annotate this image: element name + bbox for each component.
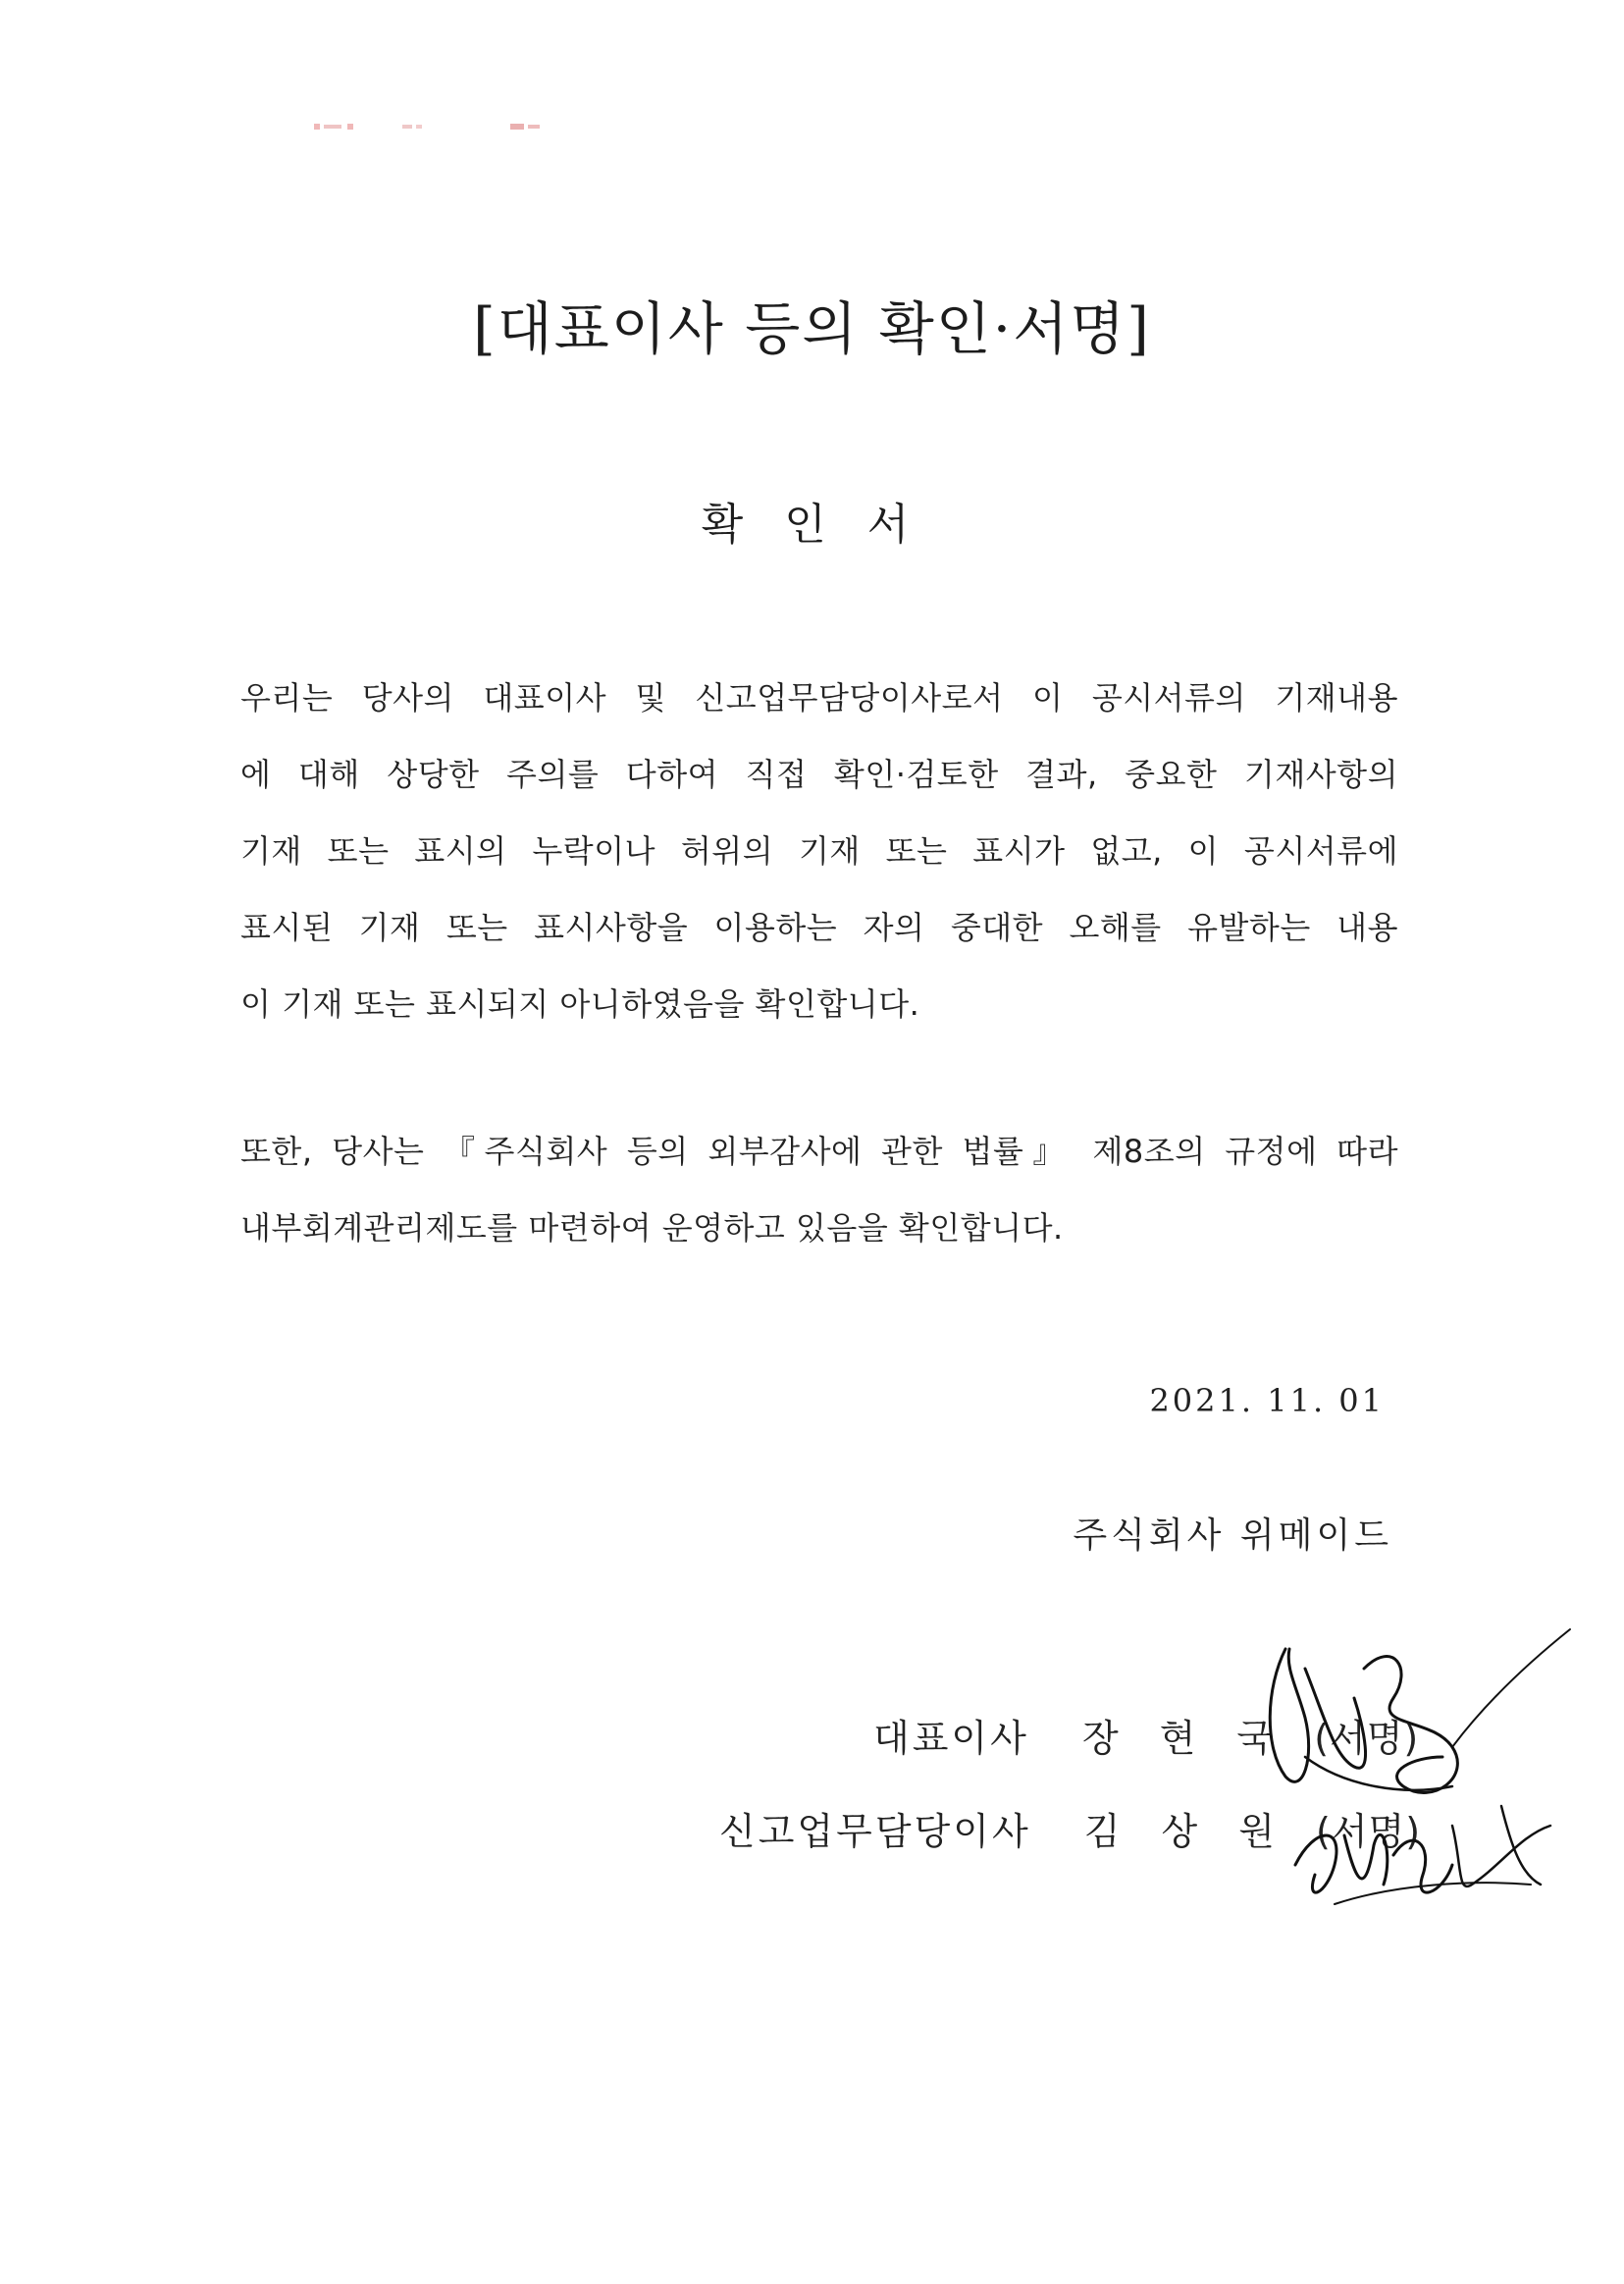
document-subtitle: 확 인 서: [701, 500, 923, 550]
signer-name: 김 상 원: [1083, 1810, 1275, 1853]
signature-label: (서명): [1314, 1717, 1420, 1760]
paragraph-line: 또한, 당사는 『주식회사 등의 외부감사에 관한 법률』 제8조의 규정에 따라: [240, 1133, 1398, 1170]
document-date: 2021. 11. 01: [1149, 1382, 1385, 1419]
paragraph-line: 에 대해 상당한 주의를 다하여 직접 확인·검토한 결과, 중요한 기재사항의: [240, 756, 1398, 793]
company-name: 주식회사 위메이드: [1073, 1515, 1392, 1556]
paragraph-line: 표시된 기재 또는 표시사항을 이용하는 자의 중대한 오해를 유발하는 내용: [240, 909, 1398, 946]
scan-marks: [314, 120, 589, 133]
paragraph-line: 우리는 당사의 대표이사 및 신고업무담당이사로서 이 공시서류의 기재내용: [240, 679, 1398, 717]
signer-disclosure-officer: [719, 1801, 1421, 1855]
paragraph-line: 이 기재 또는 표시되지 아니하였음을 확인합니다.: [240, 985, 920, 1023]
signer-ceo: [873, 1708, 1419, 1762]
signer-role: 대표이사: [873, 1717, 1029, 1760]
paragraph-confirmation: [240, 660, 1398, 1042]
signature-label: (서명): [1316, 1810, 1422, 1853]
paragraph-internal-control: [240, 1113, 1398, 1266]
paragraph-line: 내부회계관리제도를 마련하여 운영하고 있음을 확인합니다.: [240, 1209, 1064, 1247]
paragraph-line: 기재 또는 표시의 누락이나 허위의 기재 또는 표시가 없고, 이 공시서류에: [240, 832, 1398, 870]
document-title: [대표이사 등의 확인·서명]: [473, 295, 1151, 362]
signer-role: 신고업무담당이사: [719, 1810, 1031, 1853]
signer-name: 장 현 국: [1081, 1717, 1274, 1760]
